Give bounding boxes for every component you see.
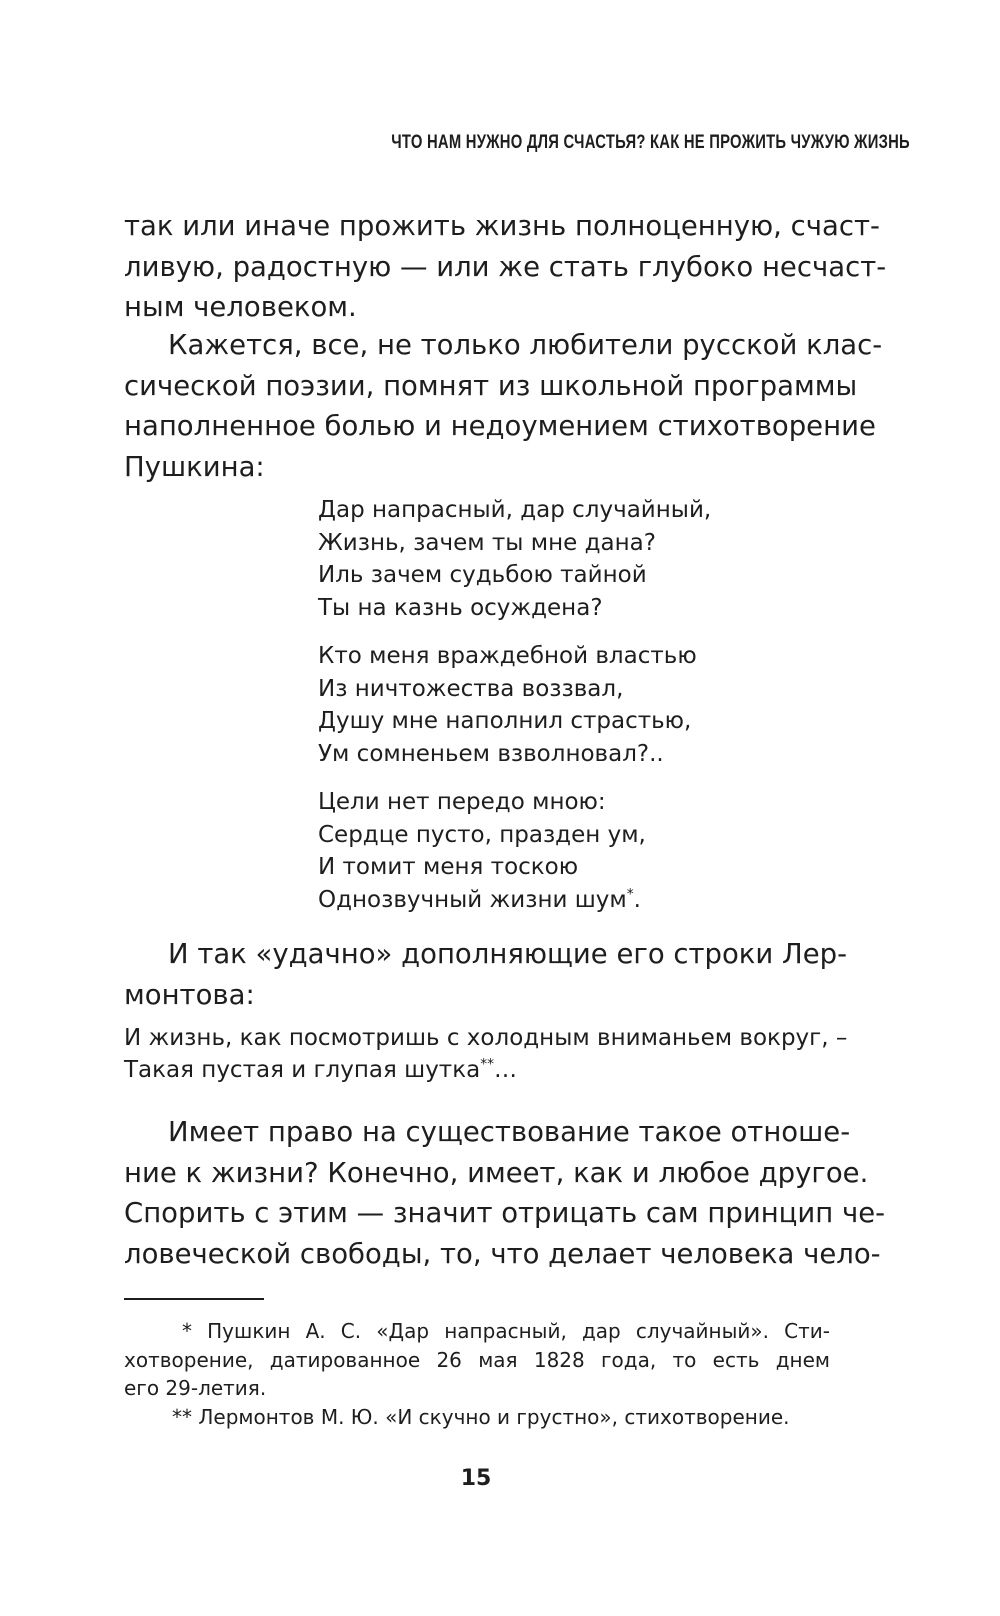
poem-stanza-2 bbox=[318, 640, 697, 770]
text-line: наполненное болью и недоумением стихотворение bbox=[124, 410, 876, 442]
poem-line: Иль зачем судьбою тайной bbox=[318, 562, 647, 588]
poem-line-last bbox=[318, 884, 646, 917]
text-line: Кажется, все, не только любители русской клас- bbox=[168, 329, 883, 361]
footnote-1-line: * Пушкин А. С. «Дар напрасный, дар случайный». Сти- bbox=[182, 1319, 830, 1343]
quote-line bbox=[124, 1054, 847, 1086]
text-line: Имеет право на существование такое отноше- bbox=[168, 1116, 851, 1148]
text-line: сической поэзии, помнят из школьной программы bbox=[124, 369, 858, 402]
poem-line: Кто меня враждебной властью bbox=[318, 643, 697, 669]
poem-line: Из ничтожества воззвал, bbox=[318, 675, 624, 702]
paragraph-3 bbox=[124, 934, 848, 1015]
page-number: 15 bbox=[460, 1466, 492, 1491]
footnote-mark: * bbox=[626, 886, 634, 903]
paragraph-2 bbox=[124, 325, 883, 487]
text-line: И так «удачно» дополняющие его строки Лер- bbox=[168, 938, 848, 970]
poem-line: Душу мне наполнил страстью, bbox=[318, 708, 692, 734]
text-line: ние к жизни? Конечно, имеет, как и любое другое. bbox=[124, 1156, 869, 1189]
footnote-1-line: хотворение, датированное 26 мая 1828 года, то есть днем bbox=[124, 1347, 830, 1372]
running-head: ЧТО НАМ НУЖНО ДЛЯ СЧАСТЬЯ? КАК НЕ ПРОЖИТЬ ЧУЖУЮ ЖИЗНЬ bbox=[391, 132, 910, 153]
text-line: Пушкина: bbox=[124, 450, 265, 483]
text-line: ливую, радостную — или же стать глубоко несчаст- bbox=[124, 250, 887, 283]
paragraph-1 bbox=[124, 206, 887, 328]
text-line: ловеческой свободы, то, что делает человека чело- bbox=[124, 1237, 881, 1270]
quote-line-text: Такая пустая и глупая шутка bbox=[124, 1057, 481, 1083]
poem-line: Сердце пусто, празден ум, bbox=[318, 821, 646, 848]
lermontov-quote bbox=[124, 1022, 847, 1086]
footnote-divider bbox=[124, 1298, 264, 1300]
paragraph-4 bbox=[124, 1112, 886, 1274]
poem-line-text: Однозвучный жизни шум bbox=[318, 886, 627, 913]
poem-stanza-3 bbox=[318, 786, 646, 916]
poem-stanza-1 bbox=[318, 494, 711, 624]
poem-line: Ум сомненьем взволновал?.. bbox=[318, 740, 664, 767]
poem-line: Дар напрасный, дар случайный, bbox=[318, 497, 712, 523]
quote-line: И жизнь, как посмотришь с холодным вниманьем вокруг, – bbox=[124, 1025, 848, 1051]
text-line: монтова: bbox=[124, 978, 255, 1011]
text-line: Спорить с этим — значит отрицать сам принцип че- bbox=[124, 1197, 886, 1229]
footnote-1-line: его 29-летия. bbox=[124, 1376, 267, 1400]
poem-line: И томит меня тоскою bbox=[318, 854, 579, 880]
poem-line: Жизнь, зачем ты мне дана? bbox=[318, 529, 656, 556]
footnote-2: ** Лермонтов М. Ю. «И скучно и грустно», стихотворение. bbox=[172, 1404, 790, 1429]
poem-line: Цели нет передо мною: bbox=[318, 789, 606, 815]
text-line: так или иначе прожить жизнь полноценную, счаст- bbox=[124, 210, 880, 242]
poem-line-end: . bbox=[633, 886, 641, 913]
quote-line-end: … bbox=[493, 1057, 517, 1083]
poem-line: Ты на казнь осуждена? bbox=[318, 594, 603, 621]
footnote-mark: ** bbox=[480, 1056, 494, 1073]
text-line: ным человеком. bbox=[124, 291, 357, 323]
footnotes bbox=[124, 1317, 830, 1431]
